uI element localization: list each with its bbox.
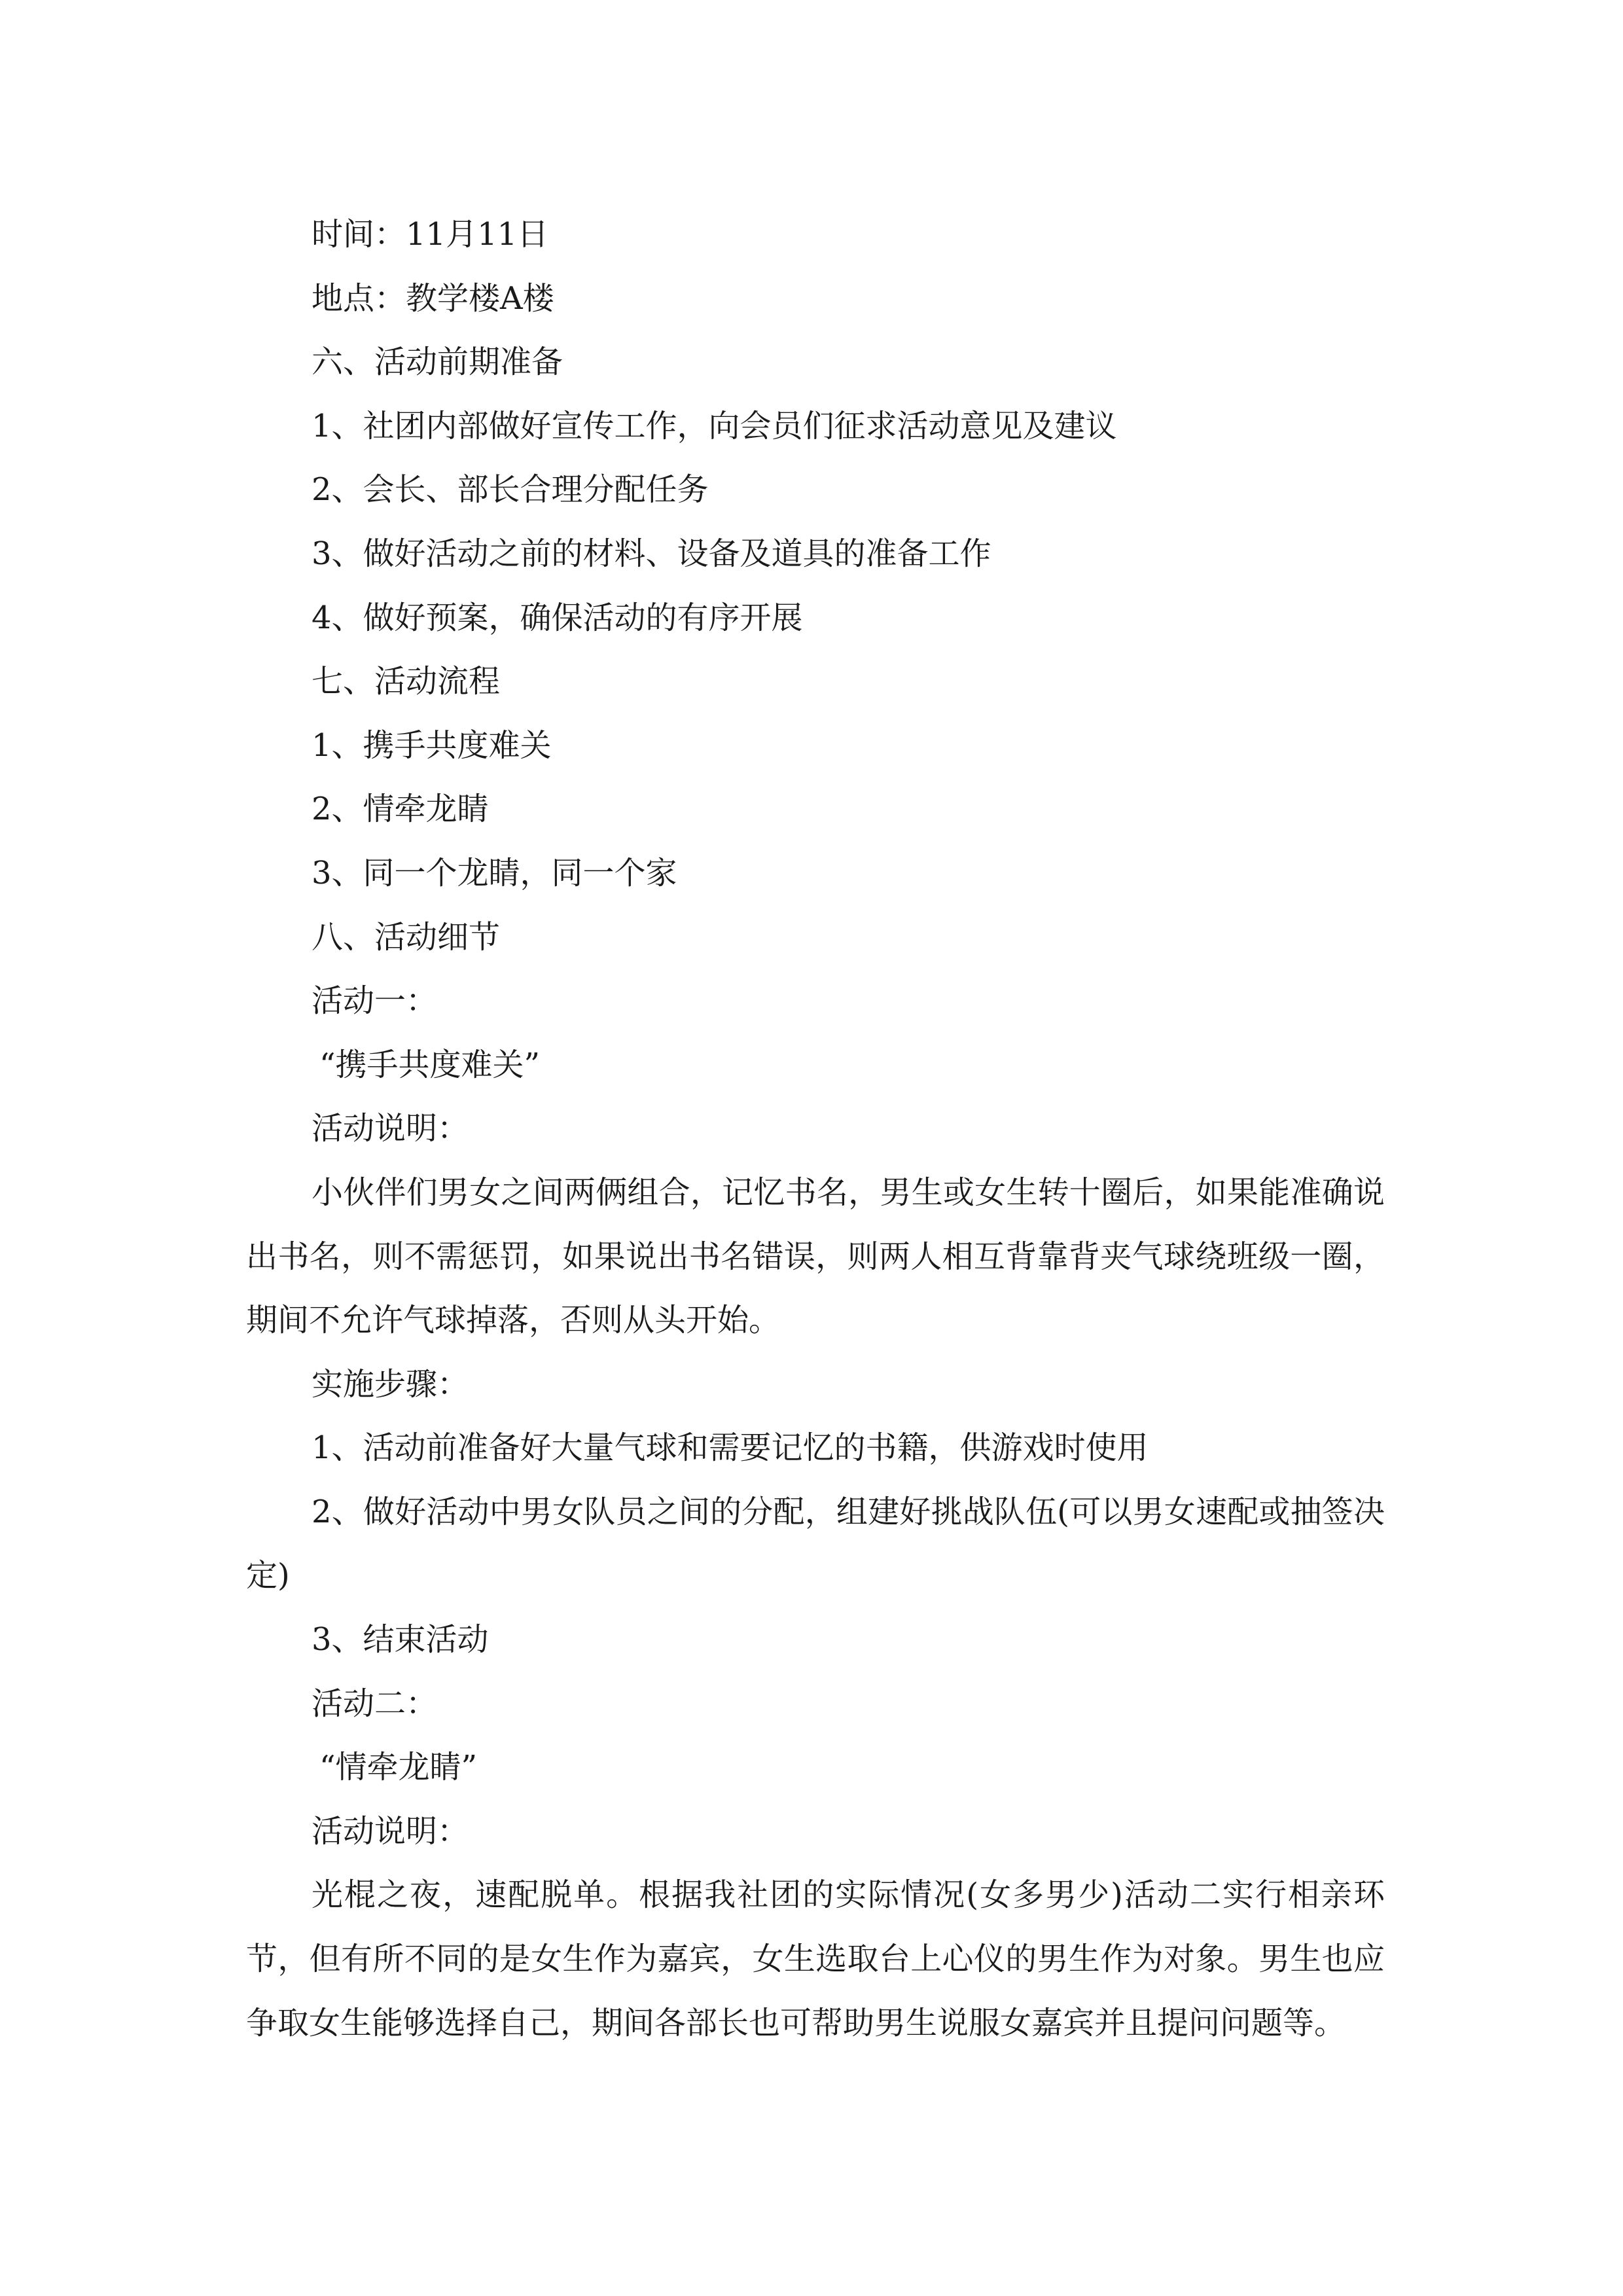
section-heading-process: 七、活动流程	[312, 663, 501, 700]
activity-one-description-label: 活动说明：	[312, 1110, 469, 1147]
implementation-steps-label: 实施步骤：	[312, 1365, 469, 1403]
activity-two-title: “情牵龙睛”	[319, 1749, 478, 1786]
process-item-2: 2、情牵龙睛	[312, 791, 489, 828]
prep-item-4: 4、做好预案，确保活动的有序开展	[312, 599, 803, 636]
step-item-3: 3、结束活动	[312, 1621, 489, 1659]
activity-one-title: “携手共度难关”	[319, 1046, 541, 1083]
prep-item-3: 3、做好活动之前的材料、设备及道具的准备工作	[312, 535, 991, 572]
activity-one-description: 小伙伴们男女之间两俩组合，记忆书名，男生或女生转十圈后，如果能准确说出书名，则不需惩罚，如果说出书名错误，则两人相互背靠背夹气球绕班级一圈，期间不允许气球掉落，否则从头开始。	[246, 1174, 1385, 1339]
activity-one-label: 活动一：	[312, 982, 438, 1020]
document-body	[246, 203, 1385, 2055]
section-heading-details: 八、活动细节	[312, 918, 501, 956]
activity-two-description: 光棍之夜，速配脱单。根据我社团的实际情况(女多男少)活动二实行相亲环节，但有所不同的是女生作为嘉宾，女生选取台上心仪的男生作为对象。男生也应争取女生能够选择自己，期间各部长也可帮助男生说服女嘉宾并且提问问题等。	[246, 1876, 1385, 2041]
section-heading-preparation: 六、活动前期准备	[312, 344, 563, 381]
step-item-1: 1、活动前准备好大量气球和需要记忆的书籍，供游戏时使用	[312, 1429, 1149, 1467]
prep-item-2: 2、会长、部长合理分配任务	[312, 471, 709, 509]
event-location: 地点：教学楼A楼	[312, 279, 554, 317]
activity-two-description-label: 活动说明：	[312, 1812, 469, 1850]
event-time: 时间：11月11日	[312, 216, 549, 253]
process-item-3: 3、同一个龙睛，同一个家	[312, 854, 677, 891]
activity-two-label: 活动二：	[312, 1685, 438, 1722]
prep-item-1: 1、社团内部做好宣传工作，向会员们征求活动意见及建议	[312, 407, 1117, 444]
step-item-2: 2、做好活动中男女队员之间的分配，组建好挑战队伍(可以男女速配或抽签决定)	[246, 1493, 1385, 1594]
process-item-1: 1、携手共度难关	[312, 726, 552, 764]
